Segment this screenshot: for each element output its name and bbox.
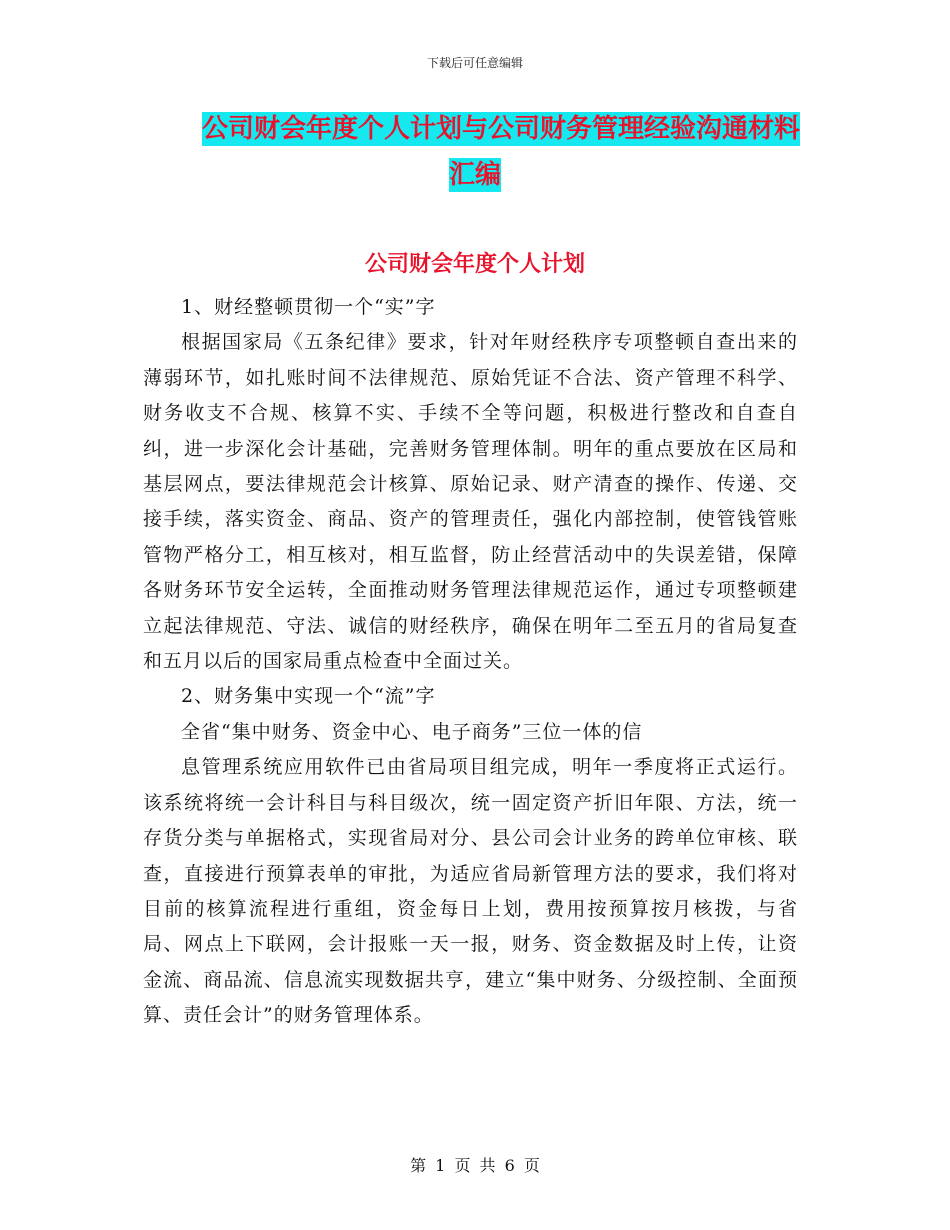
page-number-footer: 第 1 页 共 6 页 (410, 1156, 540, 1175)
document-body (143, 290, 798, 1034)
page-header-note: 下载后可任意编辑 (426, 56, 523, 70)
paragraph-item-1-heading: 1、财经整顿贯彻一个“实”字 (181, 296, 436, 318)
document-title-line-2: 汇编 (448, 160, 501, 190)
paragraph-item-2-body: 息管理系统应用软件已由省局项目组完成，明年一季度将正式运行。该系统将统一会计科目与科目级次，统一固定资产折旧年限、方法，统一存货分类与单据格式，实现省局对分、县公司会计业务的跨单位审核、联查，直接进行预算表单的审批，为适应省局新管理方法的要求，我们将对目前的核算流程进行重组，资金每日上划，费用按预算按月核拨，与省局、网点上下联网，会计报账一天一报，财务、资金数据及时上传，让资金流、商品流、信息流实现数据共亨，建立“集中财务、分级控制、全面预算、责任会计”的财务管理体系。 (143, 756, 798, 1027)
paragraph-item-2-intro: 全省“集中财务、资金中心、电子商务”三位一体的信 (181, 720, 643, 743)
document-title-line-1: 公司财会年度个人计划与公司财务管理经验沟通材料 (201, 114, 800, 144)
paragraph-item-2-heading: 2、财务集中实现一个“流”字 (181, 685, 436, 708)
paragraph-item-1-body: 根据国家局《五条纪律》要求，针对年财经秩序专项整顿自查出来的薄弱环节，如扎账时间不法律规范、原始凭证不合法、资产管理不科学、财务收支不合规、核算不实、手续不全等问题，积极进行整改和自查自纠，进一步深化会计基础，完善财务管理体制。明年的重点要放在区局和基层网点，要法律规范会计核算、原始记录、财产清查的操作、传递、交接手续，落实资金、商品、资产的管理责任，强化内部控制，使管钱管账管物严格分工，相互核对，相互监督，防止经营活动中的失误差错，保障各财务环节安全运转，全面推动财务管理法律规范运作，通过专项整顿建立起法律规范、守法、诚信的财经秩序，确保在明年二至五月的省局复查和五月以后的国家局重点检查中全面过关。 (143, 331, 798, 673)
document-title (0, 106, 950, 198)
section-heading: 公司财会年度个人计划 (364, 252, 585, 277)
